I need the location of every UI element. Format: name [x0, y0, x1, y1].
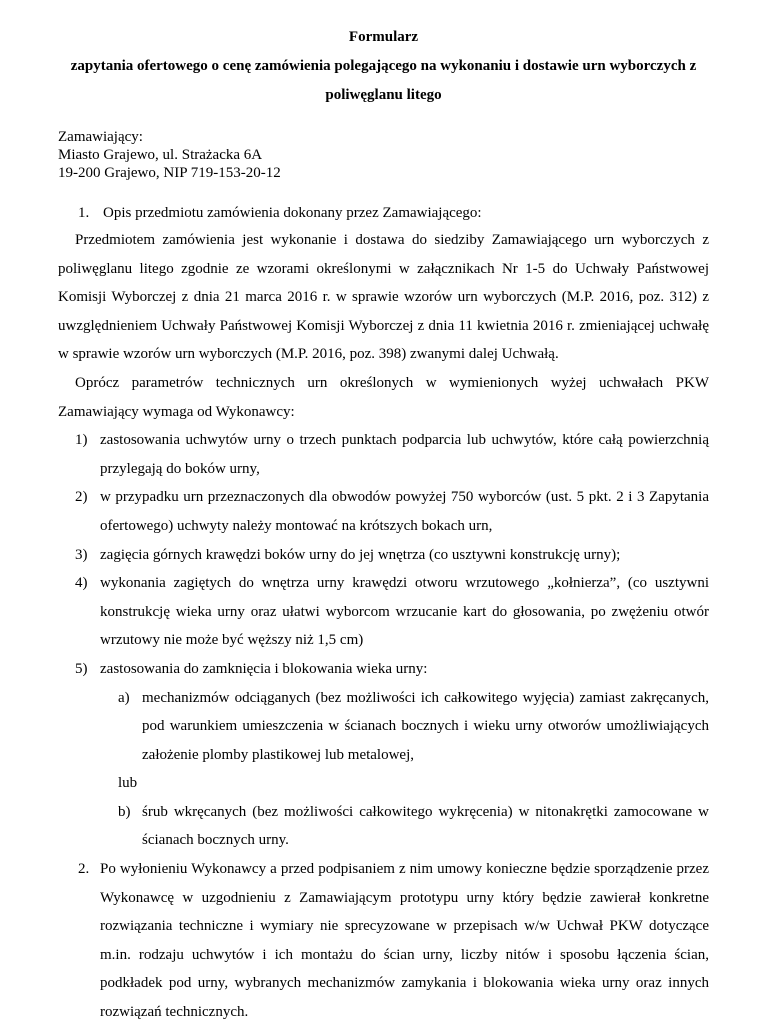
- section-2: [58, 855, 709, 1027]
- list-item: [58, 569, 709, 655]
- title-line-1: Formularz: [348, 29, 419, 45]
- section-2-number: 2.: [78, 861, 90, 878]
- list-item-number: 5): [75, 660, 88, 677]
- address-line-2: 19-200 Grajewo, NIP 719-153-20-12: [58, 165, 281, 181]
- document-title: [58, 0, 709, 110]
- list-item-number: 1): [75, 432, 88, 449]
- list-item-number: 2): [75, 489, 88, 506]
- title-line-3: poliwęglanu litego: [325, 87, 442, 103]
- sub-item-a-number: a): [118, 689, 130, 706]
- list-item: [58, 541, 709, 570]
- contracting-authority: [58, 128, 709, 182]
- list-item: [58, 655, 709, 684]
- list-item-text: zastosowania uchwytów urny o trzech punktach podparcia lub uchwytów, które całą powierzchnią przylegają do boków urny,: [100, 432, 709, 477]
- list-item-text: w przypadku urn przeznaczonych dla obwodów powyżej 750 wyborców (ust. 5 pkt. 2 i 3 Zapytania ofertowego) uchwyty należy montować na krótszych bokach urn,: [100, 489, 709, 534]
- list-item: [58, 426, 709, 483]
- sub-item-a: [58, 684, 709, 770]
- list-item-number: 3): [75, 546, 88, 563]
- section-1-heading-text: Opis przedmiotu zamówienia dokonany przez Zamawiającego:: [103, 205, 482, 221]
- section-1-heading: [58, 204, 709, 222]
- list-item-text: zagięcia górnych krawędzi boków urny do jej wnętrza (co usztywni konstrukcję urny);: [100, 546, 621, 563]
- sub-item-b-number: b): [118, 803, 131, 820]
- section-1-paragraph-1: Przedmiotem zamówienia jest wykonanie i dostawa do siedziby Zamawiającego urn wyborczych z poliwęglanu litego zgodnie ze wzorami określonymi w załącznikach Nr 1-5 do Uchwały Państwowej Komisji Wyborczej z dnia 21 marca 2016 r. w sprawie wzorów urn wyborczych (M.P. 2016, poz. 312) z uwzględnieniem Uchwały Państwowej Komisji Wyborczej z dnia 11 kwietnia 2016 r. zmieniającej uchwałę w sprawie wzorów urn wyborczych (M.P. 2016, poz. 398) zwanymi dalej Uchwałą.: [58, 232, 709, 363]
- list-item-text: wykonania zagiętych do wnętrza urny krawędzi otworu wrzutowego „kołnierza”, (co usztywni konstrukcję wieka urny oraz ułatwi wyborcom wrzucanie kart do głosowania, po zwężeniu otwór wrzutowy nie może być węższy niż 1,5 cm): [100, 575, 709, 649]
- list-item-text: zastosowania do zamknięcia i blokowania wieka urny:: [100, 660, 428, 677]
- or-label: lub: [118, 775, 138, 792]
- section-2-text: Po wyłonieniu Wykonawcy a przed podpisaniem z nim umowy konieczne będzie sporządzenie przez Wykonawcę w uzgodnieniu z Zamawiającym prototypu urny który będzie zawierał konkretne rozwiązania techniczne i wymiary nie sprecyzowane w przepisach w/w Uchwał PKW dotyczące m.in. rodzaju uchwytów i ich montażu do ścian urny, liczby nitów i sposobu łączenia ścian, podkładek pod urny, wybranych mechanizmów zamykania i blokowania wieka urny oraz innych rozwiązań technicznych.: [100, 861, 709, 1021]
- contracting-label: Zamawiający:: [58, 129, 143, 145]
- title-line-2: zapytania ofertowego o cenę zamówienia polegającego na wykonaniu i dostawie urn wyborczych z: [70, 58, 697, 74]
- address-line-1: Miasto Grajewo, ul. Strażacka 6A: [58, 147, 263, 163]
- requirements-list: [58, 426, 709, 855]
- list-item: [58, 483, 709, 540]
- sub-item-a-text: mechanizmów odciąganych (bez możliwości ich całkowitego wyjęcia) zamiast zakręcanych, pod warunkiem umieszczenia w ścianach bocznych i wieku urny otworów umożliwiających założenie plomby plastikowej lub metalowej,: [142, 689, 709, 763]
- section-1-number: 1.: [78, 205, 90, 221]
- sub-item-b-text: śrub wkręcanych (bez możliwości całkowitego wykręcenia) w nitonakrętki zamocowane w ścianach bocznych urny.: [142, 803, 709, 849]
- section-1-paragraph-2: Oprócz parametrów technicznych urn określonych w wymienionych wyżej uchwałach PKW Zamawiający wymaga od Wykonawcy:: [58, 374, 709, 420]
- list-item-number: 4): [75, 575, 88, 592]
- sub-item-b: [58, 798, 709, 855]
